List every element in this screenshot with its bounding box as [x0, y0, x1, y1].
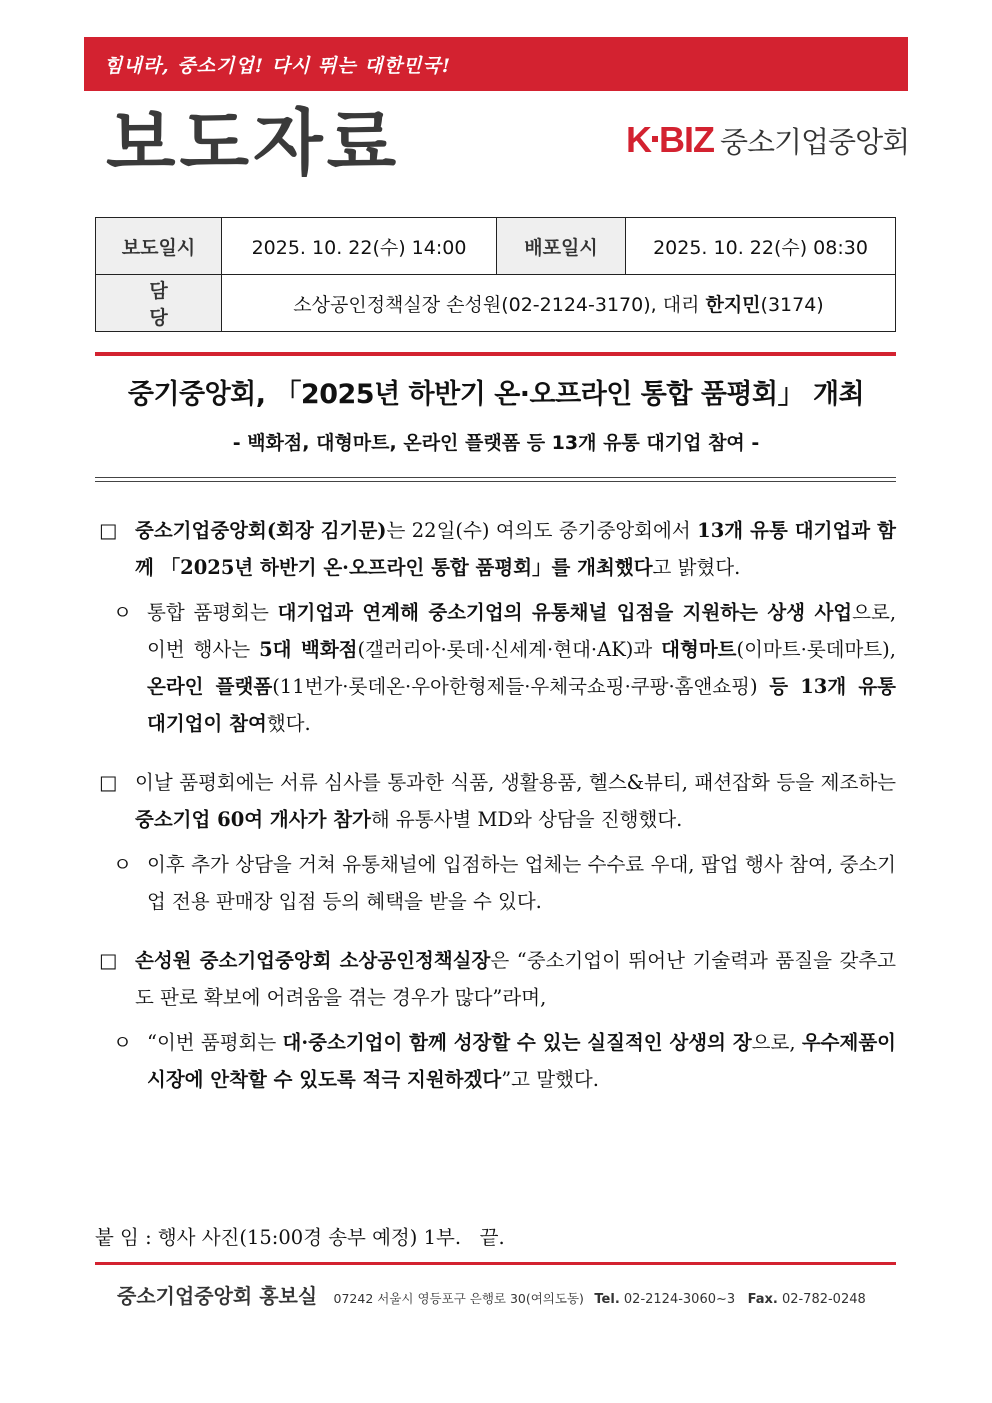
slogan-text: 힘내라, 중소기업! 다시 뛰는 대한민국!	[104, 55, 452, 77]
distribution-date-value: 2025. 10. 22(수) 08:30	[626, 218, 896, 275]
square-bullet: □	[99, 949, 118, 972]
paragraph-1: □ 중소기업중앙회(회장 김기문)는 22일(수) 여의도 중기중앙회에서 13개 유통 대기업과 함께 「2025년 하반기 온·오프라인 통합 품평회」를 개최했다고 밝혔다.	[95, 512, 896, 586]
double-rule-top	[95, 477, 896, 478]
paragraph-1-sub: ㅇ 통합 품평회는 대기업과 연계해 중소기업의 유통채널 입점을 지원하는 상생 사업으로, 이번 행사는 5대 백화점(갤러리아·롯데·신세계·현대·AK)과 대형마트(이마트·롯데마트), 온라인 플랫폼(11번가·롯데온·우아한형제들·우체국쇼핑·쿠팡·홈앤쇼핑) 등 13개 유통 대기업이 참여했다.	[95, 594, 896, 742]
org-name: 중소기업중앙회	[720, 124, 910, 159]
article-body	[95, 512, 896, 1098]
release-info-table	[95, 217, 896, 332]
paragraph-2: □ 이날 품평회에는 서류 심사를 통과한 식품, 생활용품, 헬스&뷰티, 패션잡화 등을 제조하는 중소기업 60여 개사가 참가해 유통사별 MD와 상담을 진행했다.	[95, 764, 896, 838]
footer-address: 07242 서울시 영등포구 은행로 30(여의도동)	[333, 1291, 584, 1306]
kbiz-wordmark: K BIZ	[626, 119, 714, 160]
document-title: 보도자료	[106, 101, 401, 185]
footer-contact: Tel. 02-2124-3060~3 Fax. 02-782-0248	[594, 1292, 866, 1307]
paragraph-2-sub: ㅇ 이후 추가 상담을 거쳐 유통채널에 입점하는 업체는 수수료 우대, 팝업 행사 참여, 중소기업 전용 판매장 입점 등의 혜택을 받을 수 있다.	[95, 846, 896, 920]
subheadline: - 백화점, 대형마트, 온라인 플랫폼 등 13개 유통 대기업 참여 -	[232, 432, 760, 454]
footer-dept: 중소기업중앙회 홍보실	[117, 1284, 318, 1308]
headline: 중기중앙회, 「2025년 하반기 온·오프라인 통합 품평회」 개최	[127, 379, 865, 410]
circle-bullet: ㅇ	[113, 853, 132, 876]
square-bullet: □	[99, 771, 118, 794]
circle-bullet: ㅇ	[113, 601, 132, 624]
paragraph-3: □ 손성원 중소기업중앙회 소상공인정책실장은 “중소기업이 뛰어난 기술력과 품질을 갖추고도 판로 확보에 어려움을 겪는 경우가 많다”라며,	[95, 942, 896, 1016]
square-bullet: □	[99, 519, 118, 542]
circle-bullet: ㅇ	[113, 1031, 132, 1054]
attachment-note: 붙 임 : 행사 사진(15:00경 송부 예정) 1부. 끝.	[95, 1226, 505, 1249]
release-date-label: 보도일시	[96, 218, 222, 275]
contact-label: 담당	[96, 275, 222, 332]
paragraph-3-sub: ㅇ “이번 품평회는 대·중소기업이 함께 성장할 수 있는 실질적인 상생의 장으로, 우수제품이 시장에 안착할 수 있도록 적극 지원하겠다”고 말했다.	[95, 1024, 896, 1098]
kbiz-logo	[626, 118, 909, 162]
header-divider	[95, 352, 896, 356]
footer	[117, 1280, 866, 1309]
release-date-value: 2025. 10. 22(수) 14:00	[222, 218, 497, 275]
slogan-banner	[84, 37, 908, 91]
contact-value: 소상공인정책실장 손성원(02-2124-3170), 대리 한지민(3174)	[222, 275, 896, 332]
footer-divider	[95, 1262, 896, 1265]
distribution-date-label: 배포일시	[497, 218, 626, 275]
double-rule-bottom	[95, 481, 896, 482]
